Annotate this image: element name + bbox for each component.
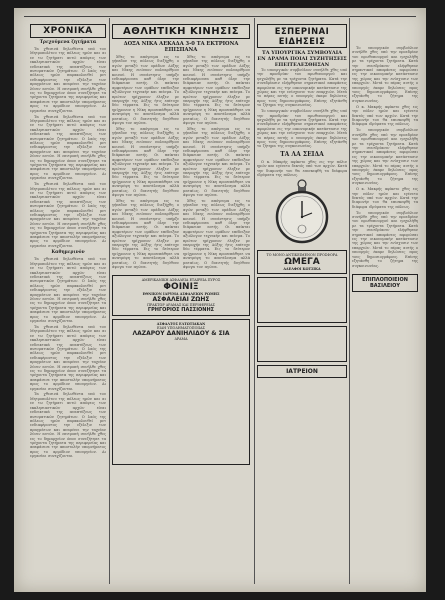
insurance-ad: ΑΜΕΡΙΚΑΝΙΚΗ ΑΣΦΑΛΕΙΑ ΕΤΑΙΡΕΙΑ ΠΥΡΟΣ ΦΟΙΝΙΞ ΕΘΝΙΚΟΝ ΙΔΡΥΜΑ ΑΣΦΑΛΕΙΩΝ ΡΩΜΗΣ ΑΣΦΑΛΕΙΑΙ ΖΩΗΣ ΠΡΑΚΤΩΡ ΔΡΑΜΑΣ ΚΑΙ ΠΕΡΙΦΕΡΕΙΑΣ ΓΡΗΓΟΡΙΟΣ ΠΑΣΣΙΟΝΗΣ [112, 275, 250, 316]
left-article: Τα χθεσινά δηλωθέντα υπό του Μητροπολίτου της πόλεως ημών και αι εν τω ζητήματι αυτώ απόψεις των εκκλησιαστικών αρχών είναι ενδεικτικά της αναπτύξεως των πνευματικών ζητημάτων. Ο λαός της πόλεως ημών παρακολουθεί μετ ενδιαφέροντος την εξέλιξιν των πραγμάτων και αναμένει την ταχείαν λύσιν αυτών. Η επιτροπή συνήλθε χθες εις το δημαρχείον όπου συνεζήτησε τα τρέχοντα ζητήματα της περιφερείας και απεφάσισε την αποστολήν υπομνήματος προς το αρμόδιον υπουργείον. Αι εργασίαι συνεχίζονται. Τα χθεσινά δηλωθέντα υπό του Μητροπολίτου της πόλεως ημών και αι εν τω ζητήματι αυτώ απόψεις των εκκλησιαστικών αρχών είναι ενδεικτικά της αναπτύξεως των πνευματικών ζητημάτων. Ο λαός της πόλεως ημών παρακολουθεί μετ ενδιαφέροντος την εξέλιξιν των πραγμάτων και αναμένει την ταχείαν λύσιν αυτών. Η επιτροπή συνήλθε χθες εις το δημαρχείον όπου συνεζήτησε τα τρέχοντα ζητήματα της περιφερείας και απεφάσισε την αποστολήν υπομνήματος προς το αρμόδιον υπουργείον. Αι εργασίαι συνεχίζονται. Τα χθεσινά δηλωθέντα υπό του Μητροπολίτου της πόλεως ημών και αι εν τω ζητήματι αυτώ απόψεις των εκκλησιαστικών αρχών είναι ενδεικτικά της αναπτύξεως των πνευματικών ζητημάτων. Ο λαός της πόλεως ημών παρακολουθεί μετ ενδιαφέροντος την εξέλιξιν των πραγμάτων και αναμένει την ταχείαν λύσιν αυτών. Η επιτροπή συνήλθε χθες εις το δημαρχείον όπου συνεζήτησε τα τρέχοντα ζητήματα της περιφερείας και απεφάσισε την αποστολήν υπομνήματος προς το αρμόδιον υπουργείον. Αι εργασίαι συνεχίζονται. [30, 47, 106, 248]
sports-subhead: ΔΟΞΑ ΝΙΚΑ ΑΕΚΑΔΑ 3-0 ΤΑ ΕΚΤΡΙΟΝΑ ΕΠΙΣΠΑΝΑ [123, 41, 239, 53]
right-news-column: ΕΣΠΕΡΙΝΑΙ ΕΙΔΗΣΕΙΣ ΤΑ ΥΠΟΥΡΓΙΚΑ ΣΥΜΒΟΥΛΙΑ ΕΝ ΔΡΑΜΑ ΠΟΙΑΙ ΣΥΖΗΤΗΣΕΙΣ ΕΠΕΙΤΕΛΕΣΘΗΣΑΝ Το υπουργικόν συμβούλιον συνήλθε χθες υπό την προεδρίαν του πρωθυπουργού και ησχολήθη με τα τρέχοντα ζητήματα. Κατά την συνεδρίασιν ελήφθησαν σημαντικαί αποφάσεις αφορώσαι εις την οικονομικήν κατάστασιν της χώρας και την ενίσχυσιν των επαρχιών. Μετά το πέρας αυτής ο υπουργός έκαμε δηλώσεις προς τους δημοσιογράφους. Επίσης εξητάσθη το ζήτημα της συγκοινωνίας. Το υπουργικόν συμβούλιον συνήλθε χθες υπό την προεδρίαν του πρωθυπουργού και ησχολήθη με τα τρέχοντα ζητήματα. Κατά την συνεδρίασιν ελήφθησαν σημαντικαί αποφάσεις αφορώσαι εις την οικονομικήν κατάστασιν της χώρας και την ενίσχυσιν των επαρχιών. Μετά το πέρας αυτής ο υπουργός έκαμε δηλώσεις προς τους δημοσιογράφους. Επίσης εξητάσθη το ζήτημα της συγκοινωνίας. ΤΑ ΛΑ ΣΕΙΔΑ Ο κ. Μακρής αφίκετο χθες εις την πόλιν ημών και εγένετο δεκτός υπό των αρχών. Κατά την διαμονήν του θα επισκεφθή τα διάφορα ιδρύματα της πόλεως. ΤΟ ΜΟΝΟ ΑΝΤΙΚΕΙΜΕΝΟΝ ΠΡΟΣΦΟΡΑ ΩΜΕΓΑ ΑΔΕΛΦΟΙ ΚΩΤΣΙΚΑ ΙΑΤΡΕΙΟΝ [257, 24, 347, 584]
sports-body: Χθες το απόγευμα εις το γήπεδον της πόλεως διεξήχθη ο αγών μεταξύ των ομάδων Δόξης και Νίκης ενώπιον πολυαρίθμου κοινού. Η συνάντησις υπήρξε ενδιαφέρουσα καθ όλην την διάρκειαν αυτής. Οι παίκται αμφοτέρων των ομάδων επέδειξαν αξιόλογον τεχνικήν και πείσμα. Το πρώτον ημίχρονον έληξεν με υπεροχήν της Δόξης ήτις επέτυχε δύο τέρματα. Εις το δεύτερον ημίχρονον η Νίκη προσεπάθησε να ανατρέψη το αποτέλεσμα αλλά ματαίως. Ο διαιτητής διηύθυνε άψογα τον αγώνα. Χθες το απόγευμα εις το γήπεδον της πόλεως διεξήχθη ο αγών μεταξύ των ομάδων Δόξης και Νίκης ενώπιον πολυαρίθμου κοινού. Η συνάντησις υπήρξε ενδιαφέρουσα καθ όλην την διάρκειαν αυτής. Οι παίκται αμφοτέρων των ομάδων επέδειξαν αξιόλογον τεχνικήν και πείσμα. Το πρώτον ημίχρονον έληξεν με υπεροχήν της Δόξης ήτις επέτυχε δύο τέρματα. Εις το δεύτερον ημίχρονον η Νίκη προσεπάθησε να ανατρέψη το αποτέλεσμα αλλά ματαίως. Ο διαιτητής διηύθυνε άψογα τον αγώνα. Χθες το απόγευμα εις το γήπεδον της πόλεως διεξήχθη ο αγών μεταξύ των ομάδων Δόξης και Νίκης ενώπιον πολυαρίθμου κοινού. Η συνάντησις υπήρξε ενδιαφέρουσα καθ όλην την διάρκειαν αυτής. Οι παίκται αμφοτέρων των ομάδων επέδειξαν αξιόλογον τεχνικήν και πείσμα. Το πρώτον ημίχρονον έληξεν με υπεροχήν της Δόξης ήτις επέτυχε δύο τέρματα. Εις το δεύτερον ημίχρονον η Νίκη προσεπάθησε να ανατρέψη το αποτέλεσμα αλλά ματαίως. Ο διαιτητής διηύθυνε άψογα τον αγώνα. Χθες το απόγευμα εις το γήπεδον της πόλεως διεξήχθη ο αγών μεταξύ των ομάδων Δόξης και Νίκης ενώπιον πολυαρίθμου κοινού. Η συνάντησις υπήρξε ενδιαφέρουσα καθ όλην την διάρκειαν αυτής. Οι παίκται αμφοτέρων των ομάδων επέδειξαν αξιόλογον τεχνικήν και πείσμα. Το πρώτον ημίχρονον έληξεν με υπεροχήν της Δόξης ήτις επέτυχε δύο τέρματα. Εις το δεύτερον ημίχρονον η Νίκη προσεπάθησε να ανατρέψη το αποτέλεσμα αλλά ματαίως. Ο διαιτητής διηύθυνε άψογα τον αγώνα. Χθες το απόγευμα εις το γήπεδον της πόλεως διεξήχθη ο αγών μεταξύ των ομάδων Δόξης και Νίκης ενώπιον πολυαρίθμου κοινού. Η συνάντησις υπήρξε ενδιαφέρουσα καθ όλην την διάρκειαν αυτής. Οι παίκται αμφοτέρων των ομάδων επέδειξαν αξιόλογον τεχνικήν και πείσμα. Το πρώτον ημίχρονον έληξεν με υπεροχήν της Δόξης ήτις επέτυχε δύο τέρματα. Εις το δεύτερον ημίχρονον η Νίκη προσεπάθησε να ανατρέψη το αποτέλεσμα αλλά ματαίως. Ο διαιτητής διηύθυνε άψογα τον αγώνα. Χθες το απόγευμα εις το γήπεδον της πόλεως διεξήχθη ο αγών μεταξύ των ομάδων Δόξης και Νίκης ενώπιον πολυαρίθμου κοινού. Η συνάντησις υπήρξε ενδιαφέρουσα καθ όλην την διάρκειαν αυτής. Οι παίκται αμφοτέρων των ομάδων επέδειξαν αξιόλογον τεχνικήν και πείσμα. Το πρώτον ημίχρονον έληξεν με υπεροχήν της Δόξης ήτις επέτυχε δύο τέρματα. Εις το δεύτερον ημίχρονον η Νίκη προσεπάθησε να ανατρέψη το αποτέλεσμα αλλά ματαίως. Ο διαιτητής διηύθυνε άψογα τον αγώνα. [112, 55, 250, 270]
evening-news-header: ΕΣΠΕΡΙΝΑΙ ΕΙΔΗΣΕΙΣ [257, 24, 347, 48]
ad-heading: ΤΑ ΛΑ ΣΕΙΔΑ [280, 150, 324, 158]
far-right-column: Το υπουργικόν συμβούλιον συνήλθε χθες υπό την προεδρίαν του πρωθυπουργού και ησχολήθη με τα τρέχοντα ζητήματα. Κατά την συνεδρίασιν ελήφθησαν σημαντικαί αποφάσεις αφορώσαι εις την οικονομικήν κατάστασιν της χώρας και την ενίσχυσιν των επαρχιών. Μετά το πέρας αυτής ο υπουργός έκαμε δηλώσεις προς τους δημοσιογράφους. Επίσης εξητάσθη το ζήτημα της συγκοινωνίας. Ο κ. Μακρής αφίκετο χθες εις την πόλιν ημών και εγένετο δεκτός υπό των αρχών. Κατά την διαμονήν του θα επισκεφθή τα διάφορα ιδρύματα της πόλεως. Το υπουργικόν συμβούλιον συνήλθε χθες υπό την προεδρίαν του πρωθυπουργού και ησχολήθη με τα τρέχοντα ζητήματα. Κατά την συνεδρίασιν ελήφθησαν σημαντικαί αποφάσεις αφορώσαι εις την οικονομικήν κατάστασιν της χώρας και την ενίσχυσιν των επαρχιών. Μετά το πέρας αυτής ο υπουργός έκαμε δηλώσεις προς τους δημοσιογράφους. Επίσης εξητάσθη το ζήτημα της συγκοινωνίας. Ο κ. Μακρής αφίκετο χθες εις την πόλιν ημών και εγένετο δεκτός υπό των αρχών. Κατά την διαμονήν του θα επισκεφθή τα διάφορα ιδρύματα της πόλεως. Το υπουργικόν συμβούλιον συνήλθε χθες υπό την προεδρίαν του πρωθυπουργού και ησχολήθη με τα τρέχοντα ζητήματα. Κατά την συνεδρίασιν ελήφθησαν σημαντικαί αποφάσεις αφορώσαι εις την οικονομικήν κατάστασιν της χώρας και την ενίσχυσιν των επαρχιών. Μετά το πέρας αυτής ο υπουργός έκαμε δηλώσεις προς τους δημοσιογράφους. Επίσης εξητάσθη το ζήτημα της συγκοινωνίας. ΕΠΙΠΛΟΠΟΙΕΙΟΝ ΒΑΣΙΛΕΙΟΥ [352, 24, 418, 584]
sports-header: ΑΘΛΗΤΙΚΗ ΚΙΝΗΣΙΣ [112, 24, 250, 39]
watch-icon [275, 179, 329, 247]
middle-column [112, 24, 250, 584]
shoe-ad: ΑΣΦΑΛΤΟΣ ΕΛΤΩΤΙΑΚΑΝ ΕΙΔΗ ΥΠΟΔΗΜΑΤΟΠΟΙΙΑΣ ΛΑΖΑΡΟΥ ΔΑΝΙΗΛΙΔΟΥ & ΣΙΑ ΔΡΑΜΑ [112, 319, 250, 465]
column-divider [349, 18, 350, 584]
pocket-watch-illustration [257, 179, 347, 247]
section-heading: Καθημερινόν [51, 250, 85, 256]
left-column-header: ΧΡΟΝΙΚΑ [30, 24, 106, 38]
newspaper-page [14, 8, 426, 592]
evening-news-subhead: ΤΑ ΥΠΟΥΡΓΙΚΑ ΣΥΜΒΟΥΛΙΑ ΕΝ ΔΡΑΜΑ ΠΟΙΑΙ ΣΥΖΗΤΗΣΕΙΣ ΕΠΕΙΤΕΛΕΣΘΗΣΑΝ [257, 50, 347, 68]
left-column [30, 24, 106, 584]
left-article: Τα χθεσινά δηλωθέντα υπό του Μητροπολίτου της πόλεως ημών και αι εν τω ζητήματι αυτώ απόψεις των εκκλησιαστικών αρχών είναι ενδεικτικά της αναπτύξεως των πνευματικών ζητημάτων. Ο λαός της πόλεως ημών παρακολουθεί μετ ενδιαφέροντος την εξέλιξιν των πραγμάτων και αναμένει την ταχείαν λύσιν αυτών. Η επιτροπή συνήλθε χθες εις το δημαρχείον όπου συνεζήτησε τα τρέχοντα ζητήματα της περιφερείας και απεφάσισε την αποστολήν υπομνήματος προς το αρμόδιον υπουργείον. Αι εργασίαι συνεχίζονται. Τα χθεσινά δηλωθέντα υπό του Μητροπολίτου της πόλεως ημών και αι εν τω ζητήματι αυτώ απόψεις των εκκλησιαστικών αρχών είναι ενδεικτικά της αναπτύξεως των πνευματικών ζητημάτων. Ο λαός της πόλεως ημών παρακολουθεί μετ ενδιαφέροντος την εξέλιξιν των πραγμάτων και αναμένει την ταχείαν λύσιν αυτών. Η επιτροπή συνήλθε χθες εις το δημαρχείον όπου συνεζήτησε τα τρέχοντα ζητήματα της περιφερείας και απεφάσισε την αποστολήν υπομνήματος προς το αρμόδιον υπουργείον. Αι εργασίαι συνεχίζονται. Τα χθεσινά δηλωθέντα υπό του Μητροπολίτου της πόλεως ημών και αι εν τω ζητήματι αυτώ απόψεις των εκκλησιαστικών αρχών είναι ενδεικτικά της αναπτύξεως των πνευματικών ζητημάτων. Ο λαός της πόλεως ημών παρακολουθεί μετ ενδιαφέροντος την εξέλιξιν των πραγμάτων και αναμένει την ταχείαν λύσιν αυτών. Η επιτροπή συνήλθε χθες εις το δημαρχείον όπου συνεζήτησε τα τρέχοντα ζητήματα της περιφερείας και απεφάσισε την αποστολήν υπομνήματος προς το αρμόδιον υπουργείον. Αι εργασίαι συνεχίζονται. [30, 257, 106, 459]
top-rule [24, 16, 416, 17]
small-ad [257, 277, 347, 323]
column-divider [109, 18, 110, 584]
small-ad [257, 326, 347, 362]
omega-ad: ΤΟ ΜΟΝΟ ΑΝΤΙΚΕΙΜΕΝΟΝ ΠΡΟΣΦΟΡΑ ΩΜΕΓΑ ΑΔΕΛΦΟΙ ΚΩΤΣΙΚΑ [257, 250, 347, 274]
section-heading: Τρεχούμενα ζητήματα [39, 40, 97, 45]
clinic-ad: ΙΑΤΡΕΙΟΝ [257, 365, 347, 378]
column-divider [254, 18, 255, 584]
furniture-ad: ΕΠΙΠΛΟΠΟΙΕΙΟΝ ΒΑΣΙΛΕΙΟΥ [352, 274, 418, 292]
evening-news-body: Το υπουργικόν συμβούλιον συνήλθε χθες υπό την προεδρίαν του πρωθυπουργού και ησχολήθη με τα τρέχοντα ζητήματα. Κατά την συνεδρίασιν ελήφθησαν σημαντικαί αποφάσεις αφορώσαι εις την οικονομικήν κατάστασιν της χώρας και την ενίσχυσιν των επαρχιών. Μετά το πέρας αυτής ο υπουργός έκαμε δηλώσεις προς τους δημοσιογράφους. Επίσης εξητάσθη το ζήτημα της συγκοινωνίας. Το υπουργικόν συμβούλιον συνήλθε χθες υπό την προεδρίαν του πρωθυπουργού και ησχολήθη με τα τρέχοντα ζητήματα. Κατά την συνεδρίασιν ελήφθησαν σημαντικαί αποφάσεις αφορώσαι εις την οικονομικήν κατάστασιν της χώρας και την ενίσχυσιν των επαρχιών. Μετά το πέρας αυτής ο υπουργός έκαμε δηλώσεις προς τους δημοσιογράφους. Επίσης εξητάσθη το ζήτημα της συγκοινωνίας. [257, 68, 347, 149]
